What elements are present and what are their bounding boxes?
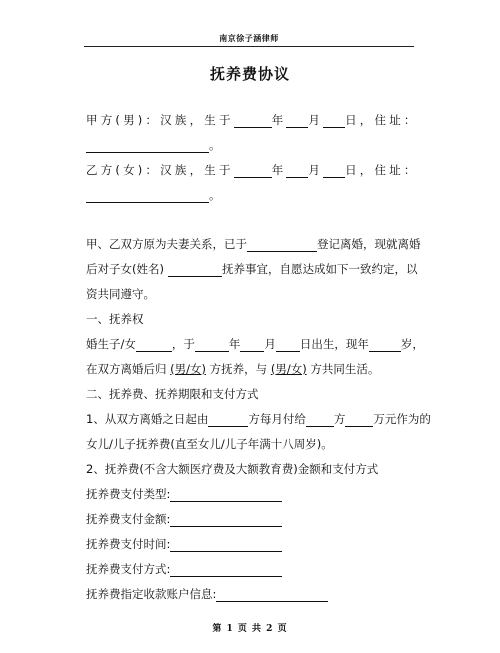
month-text: 月 (308, 113, 324, 127)
child-gender-blank[interactable] (136, 338, 172, 352)
section-1-line-2: 在双方离婚后归 (男/女) 方抚养，与 (男/女) 方共同生活。 (86, 362, 380, 376)
payment-method-line (86, 561, 282, 577)
party-b-birth-day-blank[interactable] (323, 164, 345, 178)
payment-amount-label: 抚养费支付金额: (86, 512, 171, 526)
party-a-address-blank[interactable] (86, 139, 209, 153)
party-b-line (86, 162, 419, 178)
party-b-birth-year-blank[interactable] (234, 164, 272, 178)
payment-method-field[interactable] (170, 563, 282, 577)
party-a-label: 甲方(男)：汉族，生于 (86, 113, 234, 127)
section-2-item-2: 2、抚养费(不含大额医疗费及大额教育费)金额和支付方式 (86, 462, 379, 476)
party-a-birth-year-blank[interactable] (234, 114, 272, 128)
intro-text: 甲、乙双方原为夫妻关系，已于 (86, 237, 247, 251)
party-b-label: 乙方(女)：汉族，生于 (86, 163, 234, 177)
party-a-birth-day-blank[interactable] (323, 114, 345, 128)
amount-blank[interactable] (345, 413, 373, 427)
intro-text: 资共同遵守。 (86, 287, 155, 301)
payment-type-line (86, 486, 282, 502)
intro-line-2 (86, 261, 417, 277)
party-b-address-blank[interactable] (86, 189, 209, 203)
party-b-birth-month-blank[interactable] (286, 164, 308, 178)
payment-method-label: 抚养费支付方式: (86, 562, 171, 576)
address-label: 日，住址： (345, 113, 419, 127)
divorce-date-blank[interactable] (247, 238, 317, 252)
document-title: 抚养费协议 (209, 65, 290, 83)
period-text: 。 (209, 188, 221, 202)
intro-line-3 (86, 286, 155, 302)
payment-type-field[interactable] (170, 488, 282, 502)
period-text: 。 (209, 138, 221, 152)
address-label: 日，住址： (345, 163, 419, 177)
cohabit-party-field[interactable]: (男/女) (270, 362, 307, 376)
intro-text: 后对子女(姓名) (86, 262, 164, 276)
payment-account-line (86, 586, 328, 602)
year-text: 年 (271, 163, 287, 177)
party-b-address-line (86, 187, 221, 203)
payee-blank[interactable] (306, 413, 334, 427)
child-birth-day-blank[interactable] (276, 338, 300, 352)
section-1-line-1: 婚生子/女 ，于 年 月 日出生，现年 岁， (86, 337, 424, 351)
payment-account-field[interactable] (216, 588, 328, 602)
section-2-heading: 二、抚养费、抚养期限和支付方式 (86, 387, 259, 401)
payment-amount-field[interactable] (170, 513, 282, 527)
child-birth-year-blank[interactable] (195, 338, 229, 352)
intro-text: 抚养事宜，自愿达成如下一致约定，以 (221, 262, 418, 276)
child-name-blank[interactable] (168, 263, 222, 277)
payment-account-label: 抚养费指定收款账户信息: (86, 587, 217, 601)
payment-time-field[interactable] (170, 538, 282, 552)
payer-blank[interactable] (208, 413, 248, 427)
header-divider (84, 46, 414, 47)
party-a-address-line (86, 137, 221, 153)
payment-time-label: 抚养费支付时间: (86, 537, 171, 551)
month-text: 月 (308, 163, 324, 177)
payment-time-line (86, 536, 282, 552)
section-1-heading: 一、抚养权 (86, 312, 144, 326)
section-2-item-1-line-2: 女儿/儿子抚养费(直至女儿/儿子年满十八周岁)。 (86, 437, 333, 451)
payment-amount-line (86, 511, 282, 527)
intro-line-1 (86, 236, 421, 252)
page-number: 第 1 页 共 2 页 (212, 624, 288, 634)
party-a-birth-month-blank[interactable] (286, 114, 308, 128)
child-age-blank[interactable] (369, 338, 401, 352)
section-2-item-1-line-1: 1、从双方离婚之日起由 方每月付给 方 万元作为的 (86, 412, 431, 426)
child-birth-month-blank[interactable] (240, 338, 264, 352)
custody-party-field[interactable]: (男/女) (170, 362, 207, 376)
header-firm: 南京徐子涵律师 (219, 34, 279, 43)
party-a-line (86, 112, 419, 128)
year-text: 年 (271, 113, 287, 127)
intro-text: 登记离婚，现就离婚 (317, 237, 421, 251)
payment-type-label: 抚养费支付类型: (86, 487, 171, 501)
